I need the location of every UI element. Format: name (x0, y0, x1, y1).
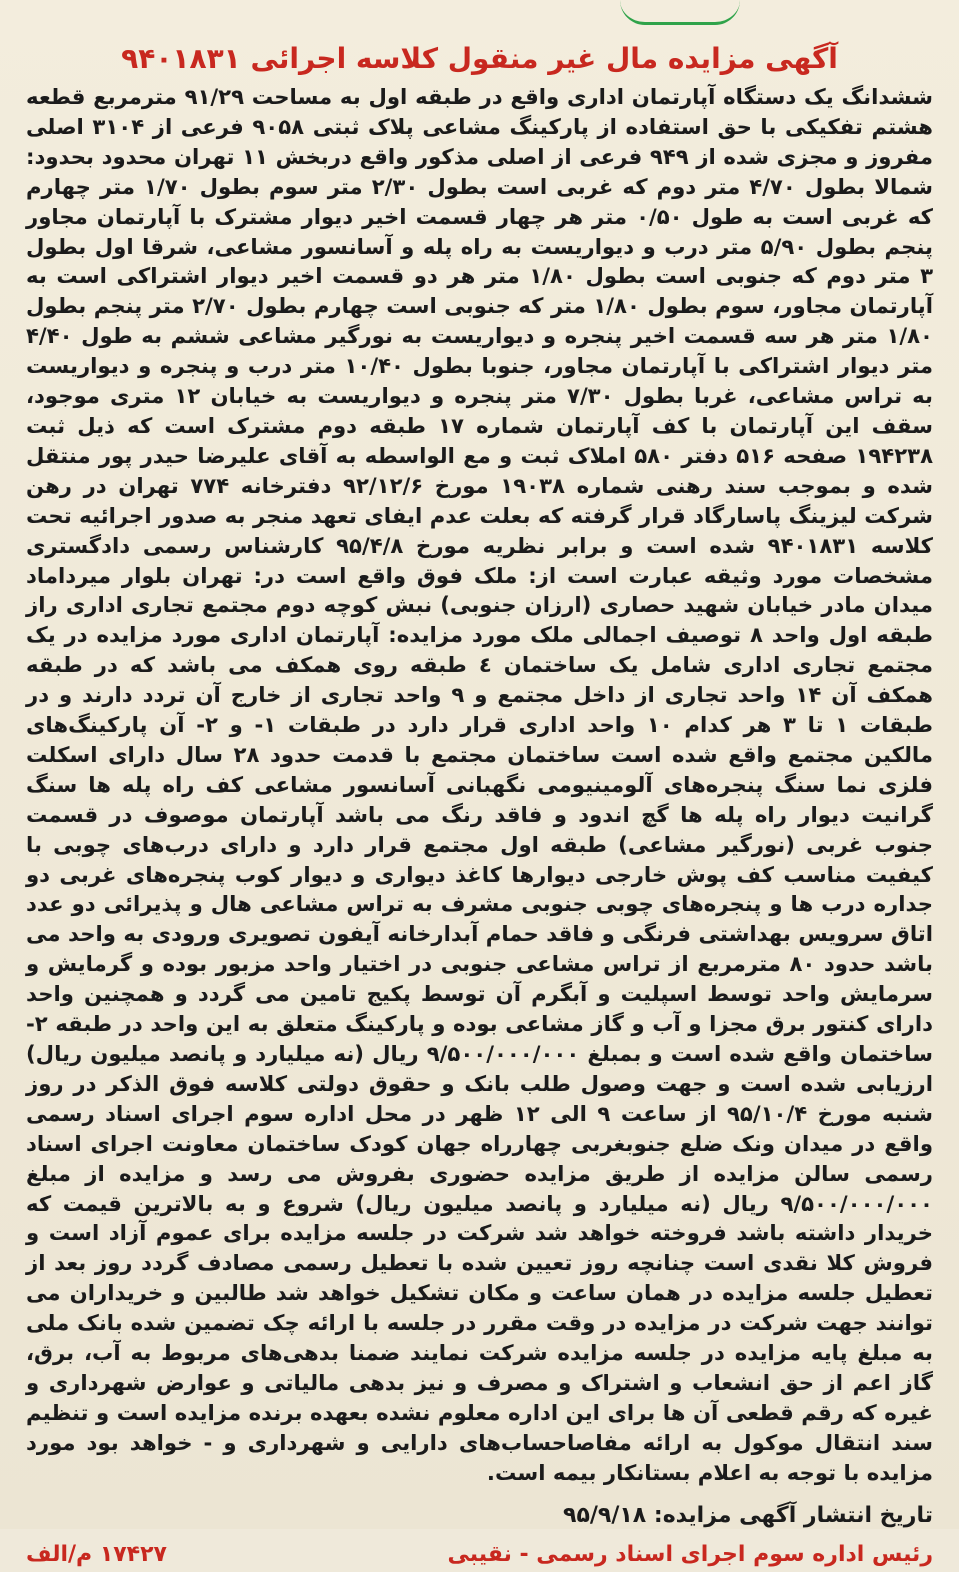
publication-date: تاریخ انتشار آگهی مزایده: ۹۵/۹/۱۸ (563, 1502, 933, 1528)
signature: رئیس اداره سوم اجرای اسناد رسمی - نقیبی (447, 1541, 933, 1567)
signature-row (26, 1538, 933, 1572)
notice-title: آگهی مزایده مال غیر منقول کلاسه اجرائی ۹۴۰۱۸۳۱ (121, 42, 838, 75)
notice-body: ششدانگ یک دستگاه آپارتمان اداری واقع در طبقه اول به مساحت ۹۱/۲۹ مترمربع قطعه هشتم تفکیکی با حق استفاده از پارکینگ مشاعی پلاک ثبتی ۹۰۵۸ فرعی از ۳۱۰۴ اصلی مفروز و مجزی شده از ۹۴۹ فرعی از اصلی مذکور واقع دربخش ۱۱ تهران محدود بحدود: شمالا بطول ۴/۷۰ متر دوم که غربی است بطول ۲/۳۰ متر سوم بطول ۱/۷۰ متر چهارم که غربی است به طول ۰/۵۰ متر هر چهار قسمت اخیر دیوار مشترک با آپارتمان مجاور پنجم بطول ۵/۹۰ متر درب و دیواریست به راه پله و آسانسور مشاعی، شرقا اول بطول ۳ متر دوم که جنوبی است بطول ۱/۸۰ متر هر دو قسمت اخیر دیوار اشتراکی است به آپارتمان مجاور، سوم بطول ۱/۸۰ متر که جنوبی است چهارم بطول ۲/۷۰ متر پنجم بطول ۱/۸۰ متر هر سه قسمت اخیر پنجره و دیواریست به نورگیر مشاعی ششم به طول ۴/۴۰ متر دیوار اشتراکی با آپارتمان مجاور، جنوبا بطول ۱۰/۴۰ متر درب و پنجره و دیواریست به تراس مشاعی، غربا بطول ۷/۳۰ متر پنجره و دیواریست به خیابان ۱۲ متری موجود، سقف این آپارتمان با کف آپارتمان شماره ۱۷ طبقه دوم مشترک است که ذیل ثبت ۱۹۴۲۳۸ صفحه ۵۱۶ دفتر ۵۸۰ املاک ثبت و مع الواسطه به آقای علیرضا حیدر پور منتقل شده و بموجب سند رهنی شماره ۱۹۰۳۸ مورخ ۹۲/۱۲/۶ دفترخانه ۷۷۴ تهران در رهن شرکت لیزینگ پاسارگاد قرار گرفته که بعلت عدم ایفای تعهد منجر به صدور اجرائیه تحت کلاسه ۹۴۰۱۸۳۱ شده است و برابر نظریه مورخ ۹۵/۴/۸ کارشناس رسمی دادگستری مشخصات مورد وثیقه عبارت است از: ملک فوق واقع است در: تهران بلوار میرداماد میدان مادر خیابان شهید حصاری (ارزان جنوبی) نبش کوچه دوم مجتمع تجاری اداری راز طبقه اول واحد ۸ توصیف اجمالی ملک مورد مزایده: آپارتمان اداری مورد مزایده در یک مجتمع تجاری اداری شامل یک ساختمان ٤ طبقه روی همکف می باشد که در طبقه همکف آن ۱۴ واحد تجاری از داخل مجتمع و ۹ واحد تجاری از خارج آن تردد دارند و در طبقات ۱ تا ۳ هر کدام ۱۰ واحد اداری قرار دارد در طبقات ۱- و ۲- آن پارکینگ‌های مالکین مجتمع واقع شده است ساختمان مجتمع با قدمت حدود ۲۸ سال دارای اسکلت فلزی نما سنگ پنجره‌های آلومینیومی نگهبانی آسانسور مشاعی کف راه پله ها سنگ گرانیت دیوار راه پله ها گچ اندود و فاقد رنگ می باشد آپارتمان موصوف در قسمت جنوب غربی (نورگیر مشاعی) طبقه اول مجتمع قرار دارد و دارای درب‌های چوبی با کیفیت مناسب کف پوش خارجی دیوارها کاغذ دیواری و دیوار کوب پنجره‌های غربی دو جداره درب ها و پنجره‌های چوبی جنوبی مشرف به تراس مشاعی هال و پذیرائی دو عدد اتاق سرویس بهداشتی فرنگی و فاقد حمام آبدارخانه آیفون تصویری ورودی به واحد می باشد حدود ۸۰ مترمربع از تراس مشاعی جنوبی در اختیار واحد مزبور بوده و گرمایش و سرمایش واحد توسط اسپلیت و آبگرم آن توسط پکیج تامین می گردد و همچنین واحد دارای کنتور برق مجزا و آب و گاز مشاعی بوده و پارکینگ متعلق به این واحد در طبقه ۲- ساختمان واقع شده است و بمبلغ ۹/۵۰۰/۰۰۰/۰۰۰ ریال (نه میلیارد و پانصد میلیون ریال) ارزیابی شده است و جهت وصول طلب بانک و حقوق دولتی کلاسه فوق الذکر در روز شنبه مورخ ۹۵/۱۰/۴ از ساعت ۹ الی ۱۲ ظهر در محل اداره سوم اجرای اسناد رسمی واقع در میدان ونک ضلع جنوبغربی چهارراه جهان کودک ساختمان معاونت اجرای اسناد رسمی سالن مزایده از طریق مزایده حضوری بفروش می رسد و مزایده از مبلغ ۹/۵۰۰/۰۰۰/۰۰۰ ریال (نه میلیارد و پانصد میلیون ریال) شروع و به بالاترین قیمت که خریدار داشته باشد فروخته خواهد شد شرکت در جلسه مزایده برای عموم آزاد است و فروش کلا نقدی است چنانچه روز تعیین شده با تعطیل رسمی مصادف گردد روز بعد از تعطیل جلسه مزایده در همان ساعت و مکان تشکیل خواهد شد طالبین و خریداران می توانند جهت شرکت در مزایده در وقت مقرر در جلسه با ارائه چک تضمین شده بانک ملی به مبلغ پایه مزایده در جلسه مزایده شرکت نمایند ضمنا بدهی‌های مربوط به آب، برق، گاز اعم از حق انشعاب و اشتراک و مصرف و نیز بدهی مالیاتی و عوارض شهرداری و غیره که رقم قطعی آن ها برای این اداره معلوم نشده بعهده برنده مزایده است و تنظیم سند انتقال موکول به ارائه مفاصاحساب‌های دارایی و شهرداری و - خواهد بود مورد مزایده با توجه به اعلام بستانکار بیمه است. (26, 84, 934, 1485)
top-decoration (620, 0, 740, 25)
reference-number: ۱۷۴۲۷ م/الف (26, 1541, 167, 1567)
notice-footer (26, 1500, 933, 1572)
